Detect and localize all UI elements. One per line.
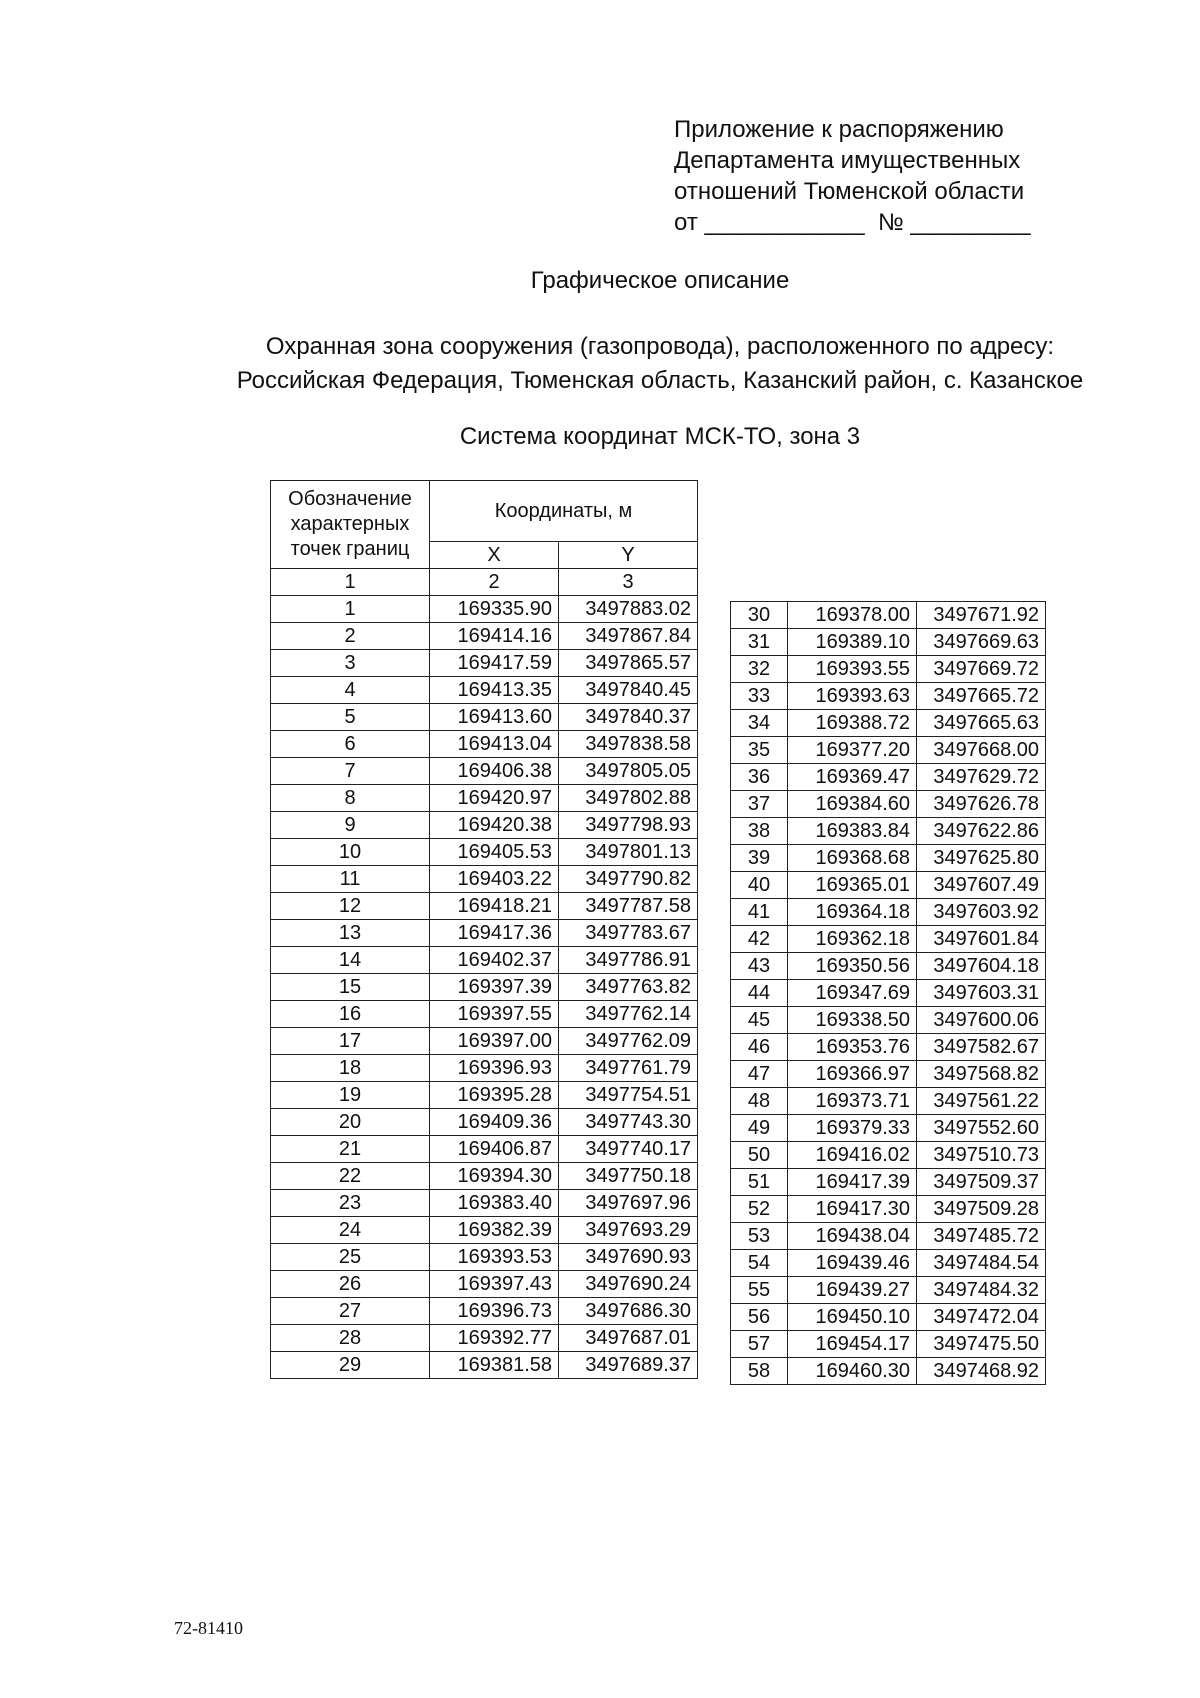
- appendix-line-1: Приложение к распоряжению: [674, 116, 1004, 143]
- y-coordinate: 3497671.92: [917, 602, 1046, 629]
- x-coordinate: 169409.36: [430, 1109, 559, 1136]
- point-number: 26: [271, 1271, 430, 1298]
- table-row: [271, 1028, 698, 1055]
- x-coordinate: 169417.39: [788, 1169, 917, 1196]
- point-number: 20: [271, 1109, 430, 1136]
- coordinate-system-label: Система координат МСК-ТО, зона 3: [459, 423, 861, 450]
- y-coordinate: 3497600.06: [917, 1007, 1046, 1034]
- point-number: 7: [271, 758, 430, 785]
- point-number: 22: [271, 1163, 430, 1190]
- point-number: 19: [271, 1082, 430, 1109]
- table-row: [731, 1169, 1046, 1196]
- y-coordinate: 3497509.28: [917, 1196, 1046, 1223]
- table-row: [271, 1001, 698, 1028]
- y-coordinate: 3497790.82: [559, 866, 698, 893]
- y-coordinate: 3497762.14: [559, 1001, 698, 1028]
- x-coordinate: 169450.10: [788, 1304, 917, 1331]
- table-row: [271, 704, 698, 731]
- table-row: [731, 1142, 1046, 1169]
- x-coordinate: 169362.18: [788, 926, 917, 953]
- y-coordinate: 3497582.67: [917, 1034, 1046, 1061]
- y-coordinate: 3497552.60: [917, 1115, 1046, 1142]
- table-row: [271, 1136, 698, 1163]
- table-row: [731, 791, 1046, 818]
- table-row: [271, 1082, 698, 1109]
- point-number: 34: [731, 710, 788, 737]
- y-coordinate: 3497603.31: [917, 980, 1046, 1007]
- x-coordinate: 169338.50: [788, 1007, 917, 1034]
- x-coordinate: 169397.00: [430, 1028, 559, 1055]
- column-number-row: [271, 569, 698, 596]
- y-coordinate: 3497865.57: [559, 650, 698, 677]
- point-number: 32: [731, 656, 788, 683]
- table-row: [731, 629, 1046, 656]
- point-number: 8: [271, 785, 430, 812]
- x-coordinate: 169393.55: [788, 656, 917, 683]
- table-row: [731, 1223, 1046, 1250]
- x-coordinate: 169347.69: [788, 980, 917, 1007]
- y-coordinate: 3497603.92: [917, 899, 1046, 926]
- y-coordinate: 3497607.49: [917, 872, 1046, 899]
- x-coordinate: 169383.40: [430, 1190, 559, 1217]
- x-coordinate: 169438.04: [788, 1223, 917, 1250]
- point-number: 58: [731, 1358, 788, 1385]
- y-coordinate: 3497484.54: [917, 1250, 1046, 1277]
- point-number: 51: [731, 1169, 788, 1196]
- y-coordinate: 3497740.17: [559, 1136, 698, 1163]
- y-coordinate: 3497468.92: [917, 1358, 1046, 1385]
- table-row: [271, 1244, 698, 1271]
- x-coordinate: 169392.77: [430, 1325, 559, 1352]
- table-row: [271, 893, 698, 920]
- table-row: [731, 710, 1046, 737]
- x-coordinate: 169403.22: [430, 866, 559, 893]
- point-number: 39: [731, 845, 788, 872]
- y-coordinate: 3497787.58: [559, 893, 698, 920]
- subject-line-1: Охранная зона сооружения (газопровода), расположенного по адресу:: [265, 333, 1055, 360]
- table-row: [731, 602, 1046, 629]
- point-number: 43: [731, 953, 788, 980]
- table-row: [271, 758, 698, 785]
- point-number: 55: [731, 1277, 788, 1304]
- table-row: [731, 1088, 1046, 1115]
- y-coordinate: 3497626.78: [917, 791, 1046, 818]
- y-coordinate: 3497689.37: [559, 1352, 698, 1379]
- table-row: [731, 1061, 1046, 1088]
- x-coordinate: 169393.63: [788, 683, 917, 710]
- y-coordinate: 3497625.80: [917, 845, 1046, 872]
- appendix-line-date-number: от ____________ № _________: [674, 209, 1031, 236]
- table-row: [731, 737, 1046, 764]
- subject-line-2: Российская Федерация, Тюменская область, Казанский район, с. Казанское: [236, 367, 1084, 394]
- point-number: 57: [731, 1331, 788, 1358]
- x-coordinate: 169381.58: [430, 1352, 559, 1379]
- table-row: [731, 1115, 1046, 1142]
- column-number: 1: [271, 569, 430, 596]
- point-number: 29: [271, 1352, 430, 1379]
- table-row: [271, 623, 698, 650]
- x-coordinate: 169417.59: [430, 650, 559, 677]
- table-row: [731, 899, 1046, 926]
- x-coordinate: 169365.01: [788, 872, 917, 899]
- y-coordinate: 3497622.86: [917, 818, 1046, 845]
- x-coordinate: 169460.30: [788, 1358, 917, 1385]
- point-number: 28: [271, 1325, 430, 1352]
- y-coordinate: 3497568.82: [917, 1061, 1046, 1088]
- appendix-heading: [674, 114, 1031, 238]
- point-number: 17: [271, 1028, 430, 1055]
- y-coordinate: 3497801.13: [559, 839, 698, 866]
- x-coordinate: 169413.60: [430, 704, 559, 731]
- table-row: [271, 920, 698, 947]
- y-coordinate: 3497484.32: [917, 1277, 1046, 1304]
- table-row: [271, 839, 698, 866]
- y-coordinate: 3497690.24: [559, 1271, 698, 1298]
- y-coordinate: 3497472.04: [917, 1304, 1046, 1331]
- x-coordinate: 169383.84: [788, 818, 917, 845]
- point-number: 9: [271, 812, 430, 839]
- table-row: [731, 1331, 1046, 1358]
- x-coordinate: 169373.71: [788, 1088, 917, 1115]
- point-number: 35: [731, 737, 788, 764]
- table-row: [731, 980, 1046, 1007]
- table-row: [271, 1271, 698, 1298]
- y-coordinate: 3497665.72: [917, 683, 1046, 710]
- point-number: 14: [271, 947, 430, 974]
- table-row: [271, 731, 698, 758]
- point-number: 24: [271, 1217, 430, 1244]
- x-coordinate: 169378.00: [788, 602, 917, 629]
- table-row: [271, 596, 698, 623]
- x-coordinate: 169396.93: [430, 1055, 559, 1082]
- y-coordinate: 3497629.72: [917, 764, 1046, 791]
- y-coordinate: 3497665.63: [917, 710, 1046, 737]
- table-row: [271, 677, 698, 704]
- x-coordinate: 169416.02: [788, 1142, 917, 1169]
- table-row: [731, 1034, 1046, 1061]
- y-coordinate: 3497786.91: [559, 947, 698, 974]
- y-coordinate: 3497561.22: [917, 1088, 1046, 1115]
- y-header: Y: [559, 542, 698, 569]
- x-coordinate: 169406.38: [430, 758, 559, 785]
- point-number: 33: [731, 683, 788, 710]
- point-number: 25: [271, 1244, 430, 1271]
- x-coordinate: 169335.90: [430, 596, 559, 623]
- y-coordinate: 3497762.09: [559, 1028, 698, 1055]
- x-coordinate: 169395.28: [430, 1082, 559, 1109]
- x-coordinate: 169418.21: [430, 893, 559, 920]
- column-number: 3: [559, 569, 698, 596]
- y-coordinate: 3497840.37: [559, 704, 698, 731]
- point-number: 48: [731, 1088, 788, 1115]
- y-coordinate: 3497761.79: [559, 1055, 698, 1082]
- x-coordinate: 169402.37: [430, 947, 559, 974]
- y-coordinate: 3497697.96: [559, 1190, 698, 1217]
- table-row: [271, 974, 698, 1001]
- y-coordinate: 3497840.45: [559, 677, 698, 704]
- point-number: 52: [731, 1196, 788, 1223]
- point-number: 2: [271, 623, 430, 650]
- x-coordinate: 169377.20: [788, 737, 917, 764]
- table-row: [271, 650, 698, 677]
- x-coordinate: 169396.73: [430, 1298, 559, 1325]
- x-coordinate: 169413.35: [430, 677, 559, 704]
- y-coordinate: 3497763.82: [559, 974, 698, 1001]
- table-row: [731, 1196, 1046, 1223]
- x-coordinate: 169420.38: [430, 812, 559, 839]
- appendix-line-3: отношений Тюменской области: [674, 178, 1025, 205]
- point-number: 21: [271, 1136, 430, 1163]
- x-coordinate: 169379.33: [788, 1115, 917, 1142]
- x-coordinate: 169439.46: [788, 1250, 917, 1277]
- x-coordinate: 169384.60: [788, 791, 917, 818]
- y-coordinate: 3497838.58: [559, 731, 698, 758]
- x-header: X: [430, 542, 559, 569]
- table-row: [731, 872, 1046, 899]
- table-row: [731, 656, 1046, 683]
- y-coordinate: 3497604.18: [917, 953, 1046, 980]
- point-number: 15: [271, 974, 430, 1001]
- point-number: 36: [731, 764, 788, 791]
- y-coordinate: 3497690.93: [559, 1244, 698, 1271]
- x-coordinate: 169366.97: [788, 1061, 917, 1088]
- point-number: 46: [731, 1034, 788, 1061]
- coords-header: Координаты, м: [430, 481, 698, 542]
- point-number: 45: [731, 1007, 788, 1034]
- x-coordinate: 169350.56: [788, 953, 917, 980]
- y-coordinate: 3497802.88: [559, 785, 698, 812]
- x-coordinate: 169393.53: [430, 1244, 559, 1271]
- table-row: [271, 1217, 698, 1244]
- y-coordinate: 3497798.93: [559, 812, 698, 839]
- point-number: 27: [271, 1298, 430, 1325]
- footer-code: 72-81410: [174, 1618, 243, 1638]
- point-number: 6: [271, 731, 430, 758]
- table-row: [731, 1277, 1046, 1304]
- x-coordinate: 169368.68: [788, 845, 917, 872]
- point-number: 40: [731, 872, 788, 899]
- y-coordinate: 3497693.29: [559, 1217, 698, 1244]
- appendix-line-2: Департамента имущественных: [674, 147, 1021, 174]
- document-title: Графическое описание: [530, 267, 790, 294]
- point-number: 10: [271, 839, 430, 866]
- x-coordinate: 169397.39: [430, 974, 559, 1001]
- point-number: 4: [271, 677, 430, 704]
- x-coordinate: 169406.87: [430, 1136, 559, 1163]
- table-row: [731, 953, 1046, 980]
- x-coordinate: 169394.30: [430, 1163, 559, 1190]
- y-coordinate: 3497509.37: [917, 1169, 1046, 1196]
- y-coordinate: 3497475.50: [917, 1331, 1046, 1358]
- table-row: [731, 764, 1046, 791]
- y-coordinate: 3497510.73: [917, 1142, 1046, 1169]
- table-row: [271, 1055, 698, 1082]
- y-coordinate: 3497669.63: [917, 629, 1046, 656]
- point-header: Обозначение характерных точек границ: [271, 481, 430, 569]
- point-number: 56: [731, 1304, 788, 1331]
- table-row: [271, 1352, 698, 1379]
- point-number: 38: [731, 818, 788, 845]
- point-number: 5: [271, 704, 430, 731]
- table-row: [271, 866, 698, 893]
- column-number: 2: [430, 569, 559, 596]
- y-coordinate: 3497687.01: [559, 1325, 698, 1352]
- table-row: [731, 1007, 1046, 1034]
- y-coordinate: 3497668.00: [917, 737, 1046, 764]
- table-row: [731, 1304, 1046, 1331]
- point-number: 50: [731, 1142, 788, 1169]
- table-row: [731, 1358, 1046, 1385]
- point-number: 42: [731, 926, 788, 953]
- y-coordinate: 3497867.84: [559, 623, 698, 650]
- y-coordinate: 3497669.72: [917, 656, 1046, 683]
- point-number: 31: [731, 629, 788, 656]
- x-coordinate: 169405.53: [430, 839, 559, 866]
- point-number: 44: [731, 980, 788, 1007]
- table-row: [731, 926, 1046, 953]
- point-number: 53: [731, 1223, 788, 1250]
- coordinates-table-right: [730, 601, 1046, 1385]
- table-row: [271, 1190, 698, 1217]
- coordinates-table-left: [270, 480, 698, 1379]
- y-coordinate: 3497686.30: [559, 1298, 698, 1325]
- point-number: 12: [271, 893, 430, 920]
- x-coordinate: 169417.30: [788, 1196, 917, 1223]
- x-coordinate: 169413.04: [430, 731, 559, 758]
- point-number: 54: [731, 1250, 788, 1277]
- y-coordinate: 3497750.18: [559, 1163, 698, 1190]
- table-row: [271, 785, 698, 812]
- point-number: 16: [271, 1001, 430, 1028]
- table-row: [271, 947, 698, 974]
- point-number: 11: [271, 866, 430, 893]
- table-row: [271, 1109, 698, 1136]
- point-number: 49: [731, 1115, 788, 1142]
- subject-description: [0, 330, 1200, 398]
- y-coordinate: 3497805.05: [559, 758, 698, 785]
- point-number: 37: [731, 791, 788, 818]
- table-row: [731, 1250, 1046, 1277]
- x-coordinate: 169388.72: [788, 710, 917, 737]
- table-row: [271, 812, 698, 839]
- x-coordinate: 169397.43: [430, 1271, 559, 1298]
- point-number: 41: [731, 899, 788, 926]
- x-coordinate: 169414.16: [430, 623, 559, 650]
- y-coordinate: 3497485.72: [917, 1223, 1046, 1250]
- point-number: 13: [271, 920, 430, 947]
- point-number: 47: [731, 1061, 788, 1088]
- x-coordinate: 169420.97: [430, 785, 559, 812]
- point-number: 1: [271, 596, 430, 623]
- x-coordinate: 169353.76: [788, 1034, 917, 1061]
- header-row: [271, 481, 698, 542]
- x-coordinate: 169389.10: [788, 629, 917, 656]
- table-row: [271, 1325, 698, 1352]
- point-number: 18: [271, 1055, 430, 1082]
- table-row: [731, 818, 1046, 845]
- y-coordinate: 3497783.67: [559, 920, 698, 947]
- y-coordinate: 3497601.84: [917, 926, 1046, 953]
- y-coordinate: 3497883.02: [559, 596, 698, 623]
- x-coordinate: 169439.27: [788, 1277, 917, 1304]
- x-coordinate: 169417.36: [430, 920, 559, 947]
- y-coordinate: 3497754.51: [559, 1082, 698, 1109]
- point-number: 3: [271, 650, 430, 677]
- x-coordinate: 169454.17: [788, 1331, 917, 1358]
- y-coordinate: 3497743.30: [559, 1109, 698, 1136]
- point-number: 30: [731, 602, 788, 629]
- table-row: [731, 845, 1046, 872]
- x-coordinate: 169369.47: [788, 764, 917, 791]
- x-coordinate: 169364.18: [788, 899, 917, 926]
- point-number: 23: [271, 1190, 430, 1217]
- x-coordinate: 169397.55: [430, 1001, 559, 1028]
- table-row: [271, 1298, 698, 1325]
- x-coordinate: 169382.39: [430, 1217, 559, 1244]
- table-row: [271, 1163, 698, 1190]
- table-row: [731, 683, 1046, 710]
